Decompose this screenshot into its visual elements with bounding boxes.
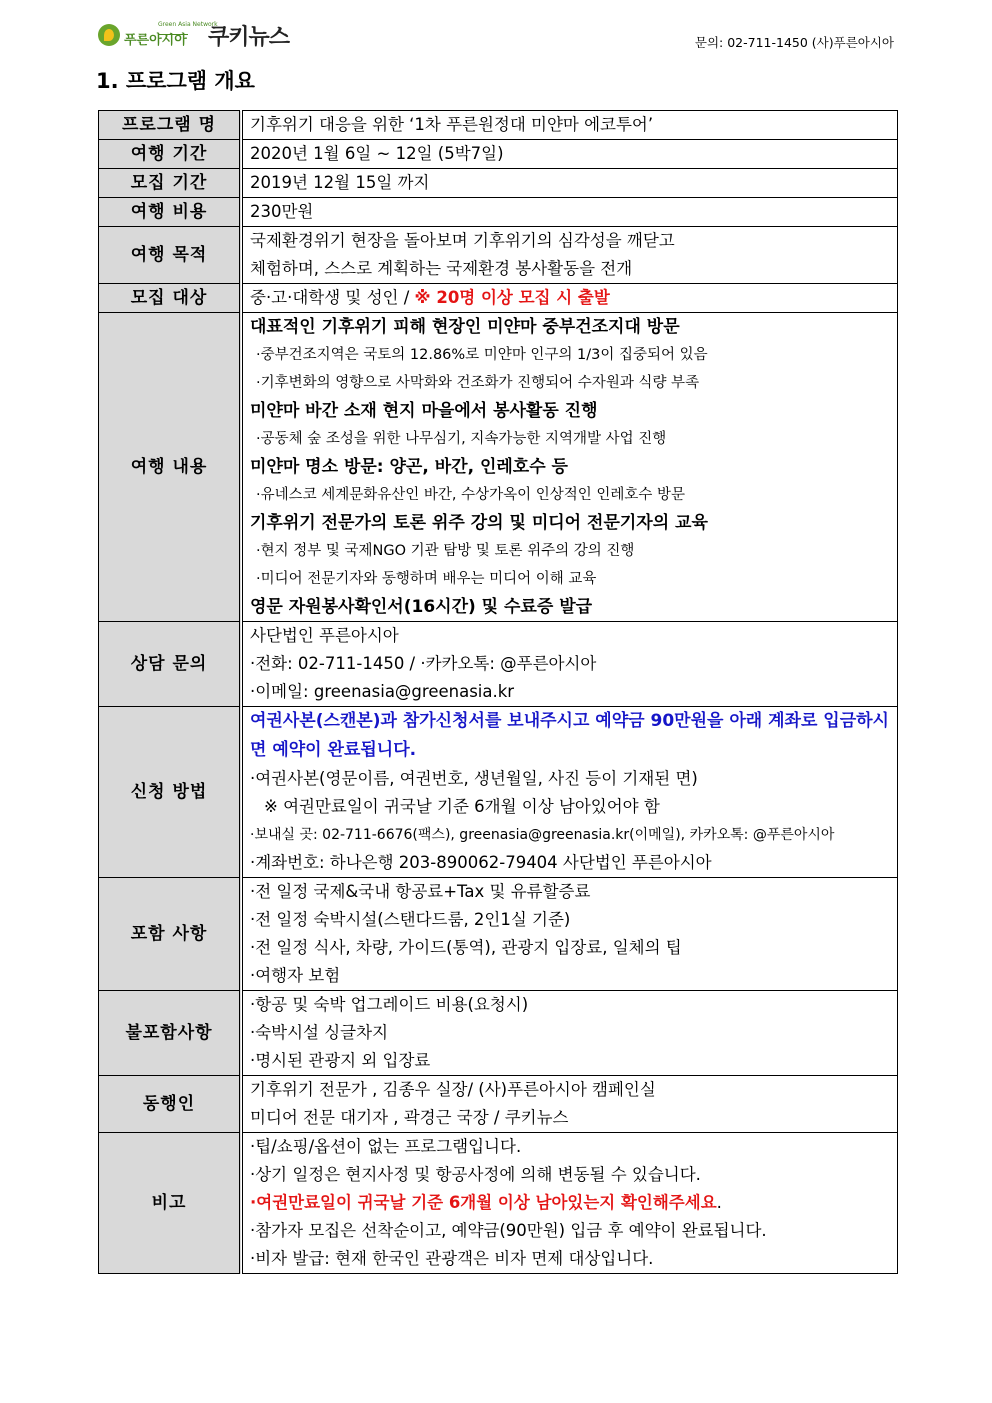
table-row <box>99 1076 898 1133</box>
table-row <box>99 313 898 622</box>
row-label: 동행인 <box>99 1076 242 1133</box>
cookie-news-logo: 쿠키뉴스 <box>208 25 290 50</box>
recruit-period: 2019년 12월 15일 까지 <box>241 169 898 198</box>
logo-subtitle: Green Asia Network <box>158 21 218 28</box>
excluded-items: ·항공 및 숙박 업그레이드 비용(요청시) ·숙박시설 싱글차지 ·명시된 관광지 외 입장료 <box>241 991 898 1076</box>
application-method: 여권사본(스캔본)과 참가신청서를 보내주시고 예약금 90만원을 아래 계좌로 입금하시면 예약이 완료됩니다. ·여권사본(영문이름, 여권번호, 생년월일, 사진 등이 기재된 면) ※ 여권만료일이 귀국날 기준 6개월 이상 남아있어야 함 ·보내실 곳: 02-711-6676(팩스), greenasia@greenasia.kr(이메일), 카카오톡: @푸른아시아 ·계좌번호: 하나은행 203-890062-79404 사단법인 푸른아시아 <box>241 707 898 878</box>
row-label: 비고 <box>99 1133 242 1274</box>
green-asia-logo <box>98 21 218 52</box>
contact-info: 문의: 02-711-1450 (사)푸른아시아 <box>694 35 894 50</box>
passport-warning: ·여권만료일이 귀국날 기준 6개월 이상 남아있는지 확인해주세요 <box>250 1193 717 1212</box>
program-info-table <box>98 110 898 1274</box>
table-row <box>99 878 898 991</box>
inquiry-info: 사단법인 푸른아시아 ·전화: 02-711-1450 / ·카카오톡: @푸른아시아 ·이메일: greenasia@greenasia.kr <box>241 622 898 707</box>
section-title: 1. 프로그램 개요 <box>96 69 255 93</box>
minimum-notice: ※ 20명 이상 모집 시 출발 <box>414 288 610 307</box>
table-row <box>99 991 898 1076</box>
row-label: 여행 목적 <box>99 227 242 284</box>
row-label: 신청 방법 <box>99 707 242 878</box>
included-items: ·전 일정 국제&국내 항공료+Tax 및 유류할증료 ·전 일정 숙박시설(스탠다드룸, 2인1실 기준) ·전 일정 식사, 차량, 가이드(통역), 관광지 입장료, 일체의 팁 ·여행자 보험 <box>241 878 898 991</box>
row-label: 모집 대상 <box>99 284 242 313</box>
row-label: 포함 사항 <box>99 878 242 991</box>
row-label: 여행 내용 <box>99 313 242 622</box>
table-row <box>99 169 898 198</box>
program-name: 기후위기 대응을 위한 ‘1차 푸른원정대 미얀마 에코투어’ <box>241 111 898 140</box>
row-label: 불포함사항 <box>99 991 242 1076</box>
row-label: 여행 기간 <box>99 140 242 169</box>
leaf-icon <box>98 24 120 46</box>
table-row <box>99 1133 898 1274</box>
table-row <box>99 284 898 313</box>
logo-text: 푸른아시아 <box>124 33 187 48</box>
travel-purpose: 국제환경위기 현장을 돌아보며 기후위기의 심각성을 깨닫고 체험하며, 스스로 계획하는 국제환경 봉사활동을 전개 <box>241 227 898 284</box>
table-row <box>99 198 898 227</box>
recruit-target: 중·고·대학생 및 성인 / ※ 20명 이상 모집 시 출발 <box>241 284 898 313</box>
table-row <box>99 707 898 878</box>
page-header <box>0 0 992 60</box>
table-row <box>99 622 898 707</box>
travel-content: 대표적인 기후위기 피해 현장인 미얀마 중부건조지대 방문 ·중부건조지역은 국토의 12.86%로 미얀마 인구의 1/3이 집중되어 있음 ·기후변화의 영향으로 사막화와 건조화가 진행되어 수자원과 식량 부족 미얀마 바간 소재 현지 마을에서 봉사활동 진행 ·공동체 숲 조성을 위한 나무심기, 지속가능한 지역개발 사업 진행 미얀마 명소 방문: 양곤, 바간, 인레호수 등 ·유네스코 세계문화유산인 바간, 수상가옥이 인상적인 인레호수 방문 기후위기 전문가의 토론 위주 강의 및 미디어 전문기자의 교육 ·현지 정부 및 국제NGO 기관 탐방 및 토론 위주의 강의 진행 ·미디어 전문기자와 동행하며 배우는 미디어 이해 교육 영문 자원봉사확인서(16시간) 및 수료증 발급 <box>241 313 898 622</box>
travel-period: 2020년 1월 6일 ~ 12일 (5박7일) <box>241 140 898 169</box>
row-label: 상담 문의 <box>99 622 242 707</box>
remarks: ·팁/쇼핑/옵션이 없는 프로그램입니다. ·상기 일정은 현지사정 및 항공사정에 의해 변동될 수 있습니다. ·여권만료일이 귀국날 기준 6개월 이상 남아있는지 확인해주세요. ·참가자 모집은 선착순이고, 예약금(90만원) 입금 후 예약이 완료됩니다. ·비자 발급: 현재 한국인 관광객은 비자 면제 대상입니다. <box>241 1133 898 1274</box>
row-label: 프로그램 명 <box>99 111 242 140</box>
companions: 기후위기 전문가 , 김종우 실장/ (사)푸른아시아 캠페인실 미디어 전문 대기자 , 곽경근 국장 / 쿠키뉴스 <box>241 1076 898 1133</box>
row-label: 모집 기간 <box>99 169 242 198</box>
travel-cost: 230만원 <box>241 198 898 227</box>
apply-highlight: 여권사본(스캔본)과 참가신청서를 보내주시고 예약금 90만원을 아래 계좌로 입금하시면 예약이 완료됩니다. <box>250 711 889 760</box>
table-row <box>99 227 898 284</box>
table-row <box>99 140 898 169</box>
table-row <box>99 111 898 140</box>
row-label: 여행 비용 <box>99 198 242 227</box>
